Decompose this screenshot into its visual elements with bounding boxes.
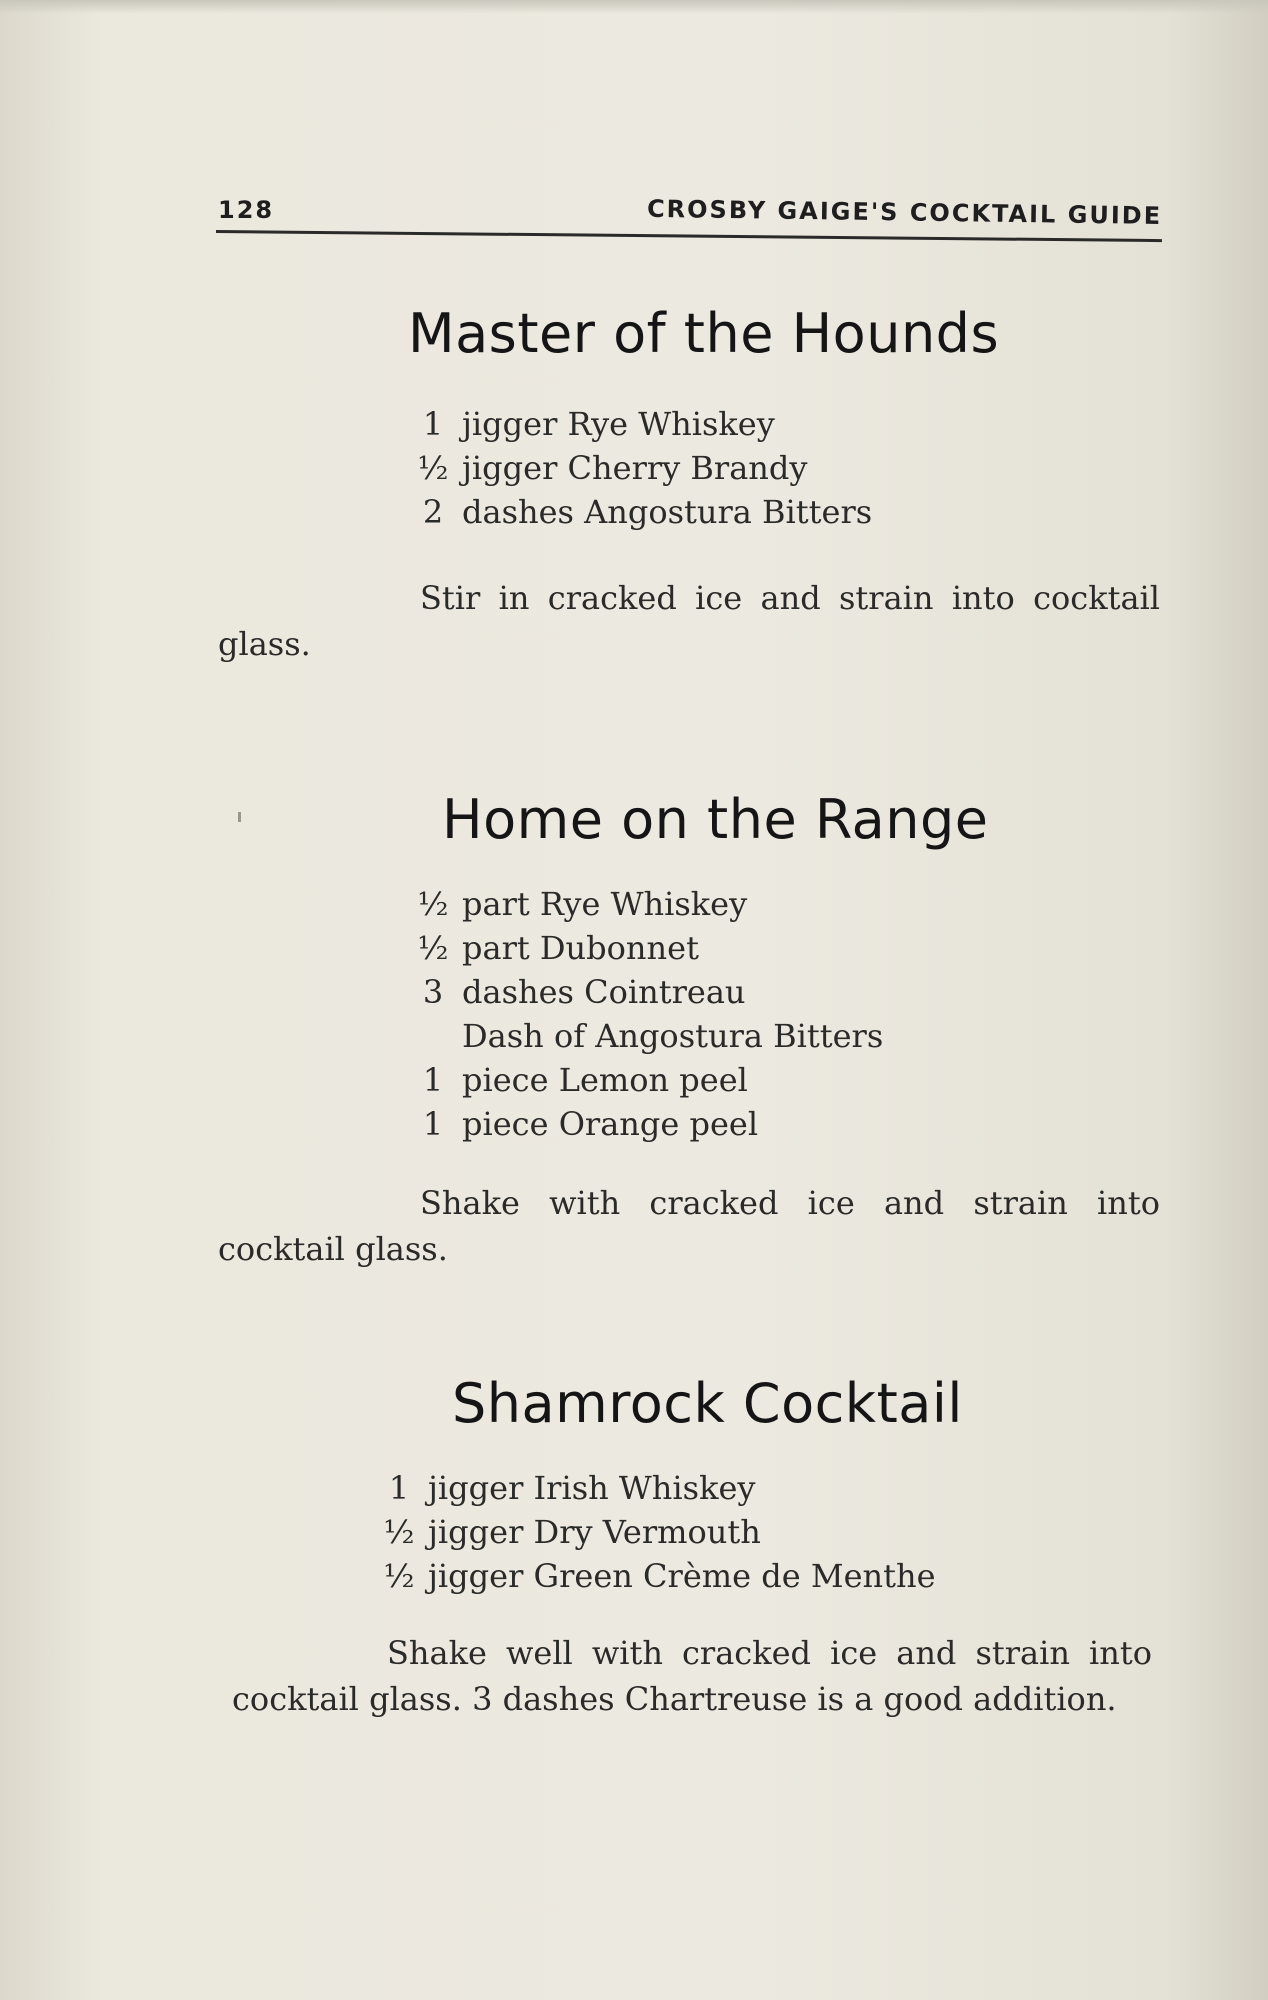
recipe-title: Master of the Hounds <box>408 302 1000 365</box>
page-header <box>218 196 1162 236</box>
ingredient-row <box>370 1510 936 1554</box>
ingredient-row <box>404 970 883 1014</box>
stray-mark <box>238 812 241 822</box>
ingredient-text: piece Orange peel <box>462 1105 759 1143</box>
ingredient-text: dashes Angostura Bitters <box>462 493 873 531</box>
ingredient-quantity: ½ <box>383 1513 415 1551</box>
ingredient-text: part Rye Whiskey <box>462 885 748 923</box>
ingredient-quantity: 2 <box>422 493 444 531</box>
ingredient-list <box>404 882 883 1146</box>
recipe-directions: Shake well with cracked ice and strain into cocktail glass. 3 dashes Chartreuse is a good addition. <box>232 1634 1152 1718</box>
ingredient-quantity <box>404 1014 462 1058</box>
ingredient-row <box>404 882 883 926</box>
ingredient-row <box>370 1554 936 1598</box>
page-number: 128 <box>218 196 275 224</box>
ingredient-row <box>404 1102 883 1146</box>
ingredient-quantity: 3 <box>422 973 444 1011</box>
ingredient-row <box>404 1058 883 1102</box>
page-top-edge <box>0 0 1268 14</box>
ingredient-row <box>404 402 872 446</box>
recipe-title: Shamrock Cocktail <box>452 1372 963 1435</box>
ingredient-text: jigger Dry Vermouth <box>428 1513 761 1551</box>
recipe-directions: Stir in cracked ice and strain into cocktail glass. <box>218 579 1160 663</box>
recipe-title: Home on the Range <box>442 788 989 851</box>
ingredient-quantity: 1 <box>422 405 444 443</box>
ingredient-row <box>404 490 872 534</box>
ingredient-list <box>370 1466 936 1598</box>
ingredient-quantity: ½ <box>417 449 449 487</box>
ingredient-text: jigger Green Crème de Menthe <box>428 1557 936 1595</box>
ingredient-row <box>404 926 883 970</box>
ingredient-text: dashes Cointreau <box>462 973 746 1011</box>
ingredient-text: part Dubonnet <box>462 929 699 967</box>
ingredient-quantity: 1 <box>422 1105 444 1143</box>
running-title: CROSBY GAIGE'S COCKTAIL GUIDE <box>646 194 1163 230</box>
ingredient-row <box>404 1014 883 1058</box>
ingredient-quantity: ½ <box>417 885 449 923</box>
ingredient-row <box>370 1466 936 1510</box>
ingredient-text: piece Lemon peel <box>462 1061 748 1099</box>
ingredient-text: jigger Irish Whiskey <box>428 1469 756 1507</box>
ingredient-row <box>404 446 872 490</box>
ingredient-quantity: ½ <box>417 929 449 967</box>
ingredient-list <box>404 402 872 534</box>
ingredient-quantity: 1 <box>388 1469 410 1507</box>
ingredient-quantity: ½ <box>383 1557 415 1595</box>
recipe-directions: Shake with cracked ice and strain into cocktail glass. <box>218 1184 1160 1268</box>
ingredient-text: Dash of Angostura Bitters <box>462 1017 884 1055</box>
ingredient-text: jigger Cherry Brandy <box>462 449 808 487</box>
ingredient-text: jigger Rye Whiskey <box>462 405 775 443</box>
ingredient-quantity: 1 <box>422 1061 444 1099</box>
